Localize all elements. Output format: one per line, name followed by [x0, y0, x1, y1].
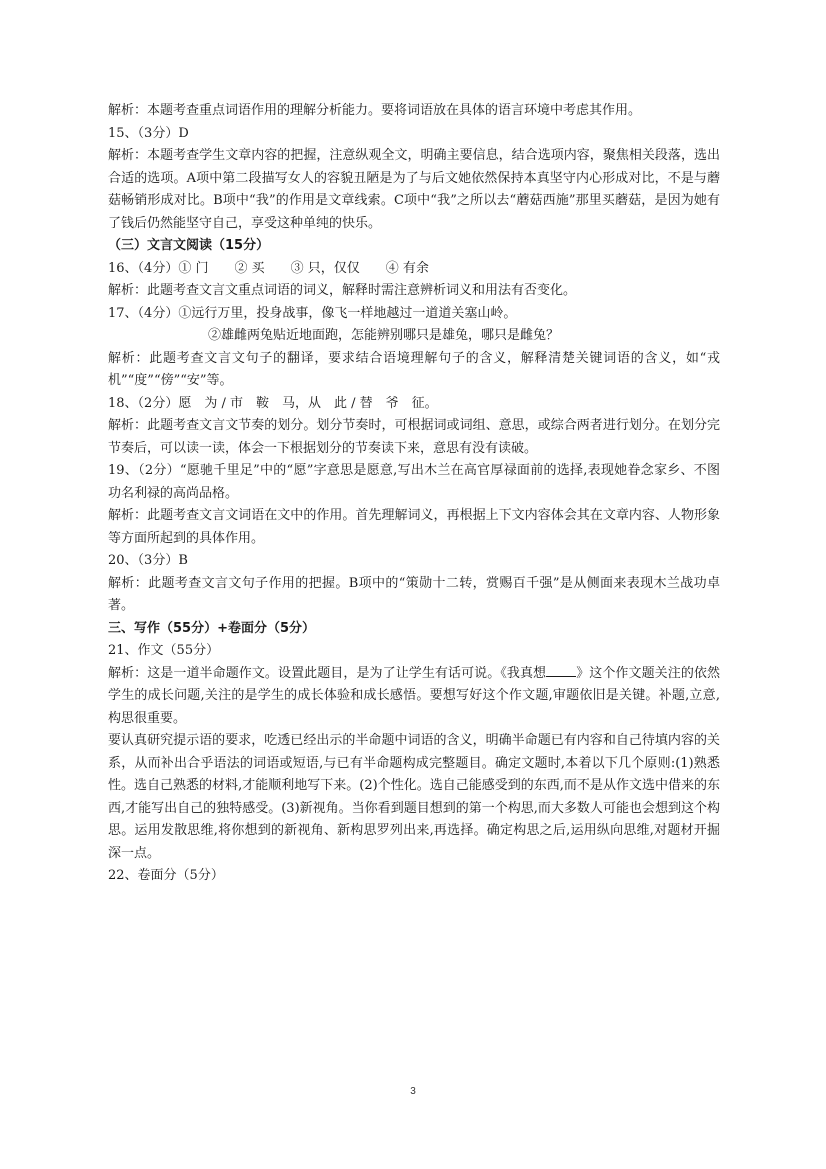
- answer-16: 16、（4分）① 门 ② 买 ③ 只，仅仅 ④ 有余: [108, 260, 429, 276]
- analysis-16: 解析：此题考查文言文重点词语的词义，解释时需注意辨析词义和用法有否变化。: [108, 283, 577, 298]
- answer-15: 15、（3分）D: [108, 125, 189, 141]
- page-number: 3: [410, 1086, 416, 1097]
- answer-18: 18、（2分）愿 为 / 市 鞍 马，从 此 / 替 爷 征。: [108, 395, 438, 411]
- analysis-17: 解析：此题考查文言文句子的翻译，要求结合语境理解句子的含义，解释清楚关键词语的含义，如“戎机”“度”“傍”“安”等。: [108, 350, 720, 388]
- answer-19: 19、（2分）“愿驰千里足”中的“愿”字意思是愿意,写出木兰在高官厚禄面前的选择,表现她眷念家乡、不图功名利禄的高尚品格。: [108, 463, 720, 501]
- section-heading-classical: （三）文言文阅读（15分）: [108, 238, 270, 253]
- analysis-18: 解析：此题考查文言文节奏的划分。划分节奏时，可根据词或词组、意思，或综合两者进行划分。在划分完节奏后，可以读一读，体会一下根据划分的节奏读下来，意思有没有读破。: [108, 418, 720, 456]
- analysis-19: 解析：此题考查文言文词语在文中的作用。首先理解词义，再根据上下文内容体会其在文章内容、人物形象等方面所起到的具体作用。: [108, 508, 720, 546]
- answer-key-content: [108, 100, 720, 888]
- answer-17-part1: 17、（4分）①远行万里，投身战事，像飞一样地越过一道道关塞山岭。: [108, 305, 517, 321]
- analysis-21-pre: 解析：这是一道半命题作文。设置此题目，是为了让学生有话可说。《我真想: [108, 665, 547, 681]
- answer-20: 20、（3分）B: [108, 553, 188, 568]
- fill-blank: [546, 663, 576, 677]
- answer-21: 21、作文（55分）: [108, 643, 220, 658]
- answer-22: 22、卷面分（5分）: [108, 868, 224, 883]
- analysis-21-paragraph-2: 要认真研究提示语的要求，吃透已经出示的半命题中词语的含义，明确半命题已有内容和自己待填内容的关系，从而补出合乎语法的词语或短语,与已有半命题构成完整题目。确定文题时,本着以下几个原则:(1)熟悉性。选自己熟悉的材料,才能顺利地写下来。(2)个性化。选自己能感受到的东西,而不是从作文选中借来的东西,才能写出自己的独特感受。(3)新视角。当你看到题目想到的第一个构思,而大多数人可能也会想到这个构思。运用发散思维,将你想到的新视角、新构思罗列出来,再选择。确定构思之后,运用纵向思维,对题材开掘深一点。: [108, 733, 720, 861]
- analysis-20: 解析：此题考查文言文句子作用的把握。B项中的“策勋十二转，赏赐百千强”是从侧面来表现木兰战功卓著。: [108, 575, 720, 613]
- analysis-text: 解析：本题考查重点词语作用的理解分析能力。要将词语放在具体的语言环境中考虑其作用。: [108, 103, 642, 118]
- analysis-21-post: 》这个作文题关注的依然学生的成长问题,关注的是学生的成长体验和成长感悟。要想写好这个作文题,审题依旧是关键。补题,立意,构思很重要。: [108, 665, 720, 726]
- analysis-21: [108, 663, 720, 731]
- answer-17-part2: ②雄雌两兔贴近地面跑，怎能辨别哪只是雄兔，哪只是雌兔？: [208, 328, 560, 343]
- section-heading-writing: 三、写作（55分）+卷面分（5分）: [108, 620, 316, 636]
- analysis-15: 解析：本题考查学生文章内容的把握，注意纵观全文，明确主要信息，结合选项内容，聚焦相关段落，选出合适的选项。A项中第二段描写女人的容貌丑陋是为了与后文她依然保持本真坚守内心形成对比，不是与蘑菇畅销形成对比。B项中“我”的作用是文章线索。C项中“我”之所以去“蘑菇西施”那里买蘑菇，是因为她有了钱后仍然能坚守自己，享受这种单纯的快乐。: [108, 148, 720, 231]
